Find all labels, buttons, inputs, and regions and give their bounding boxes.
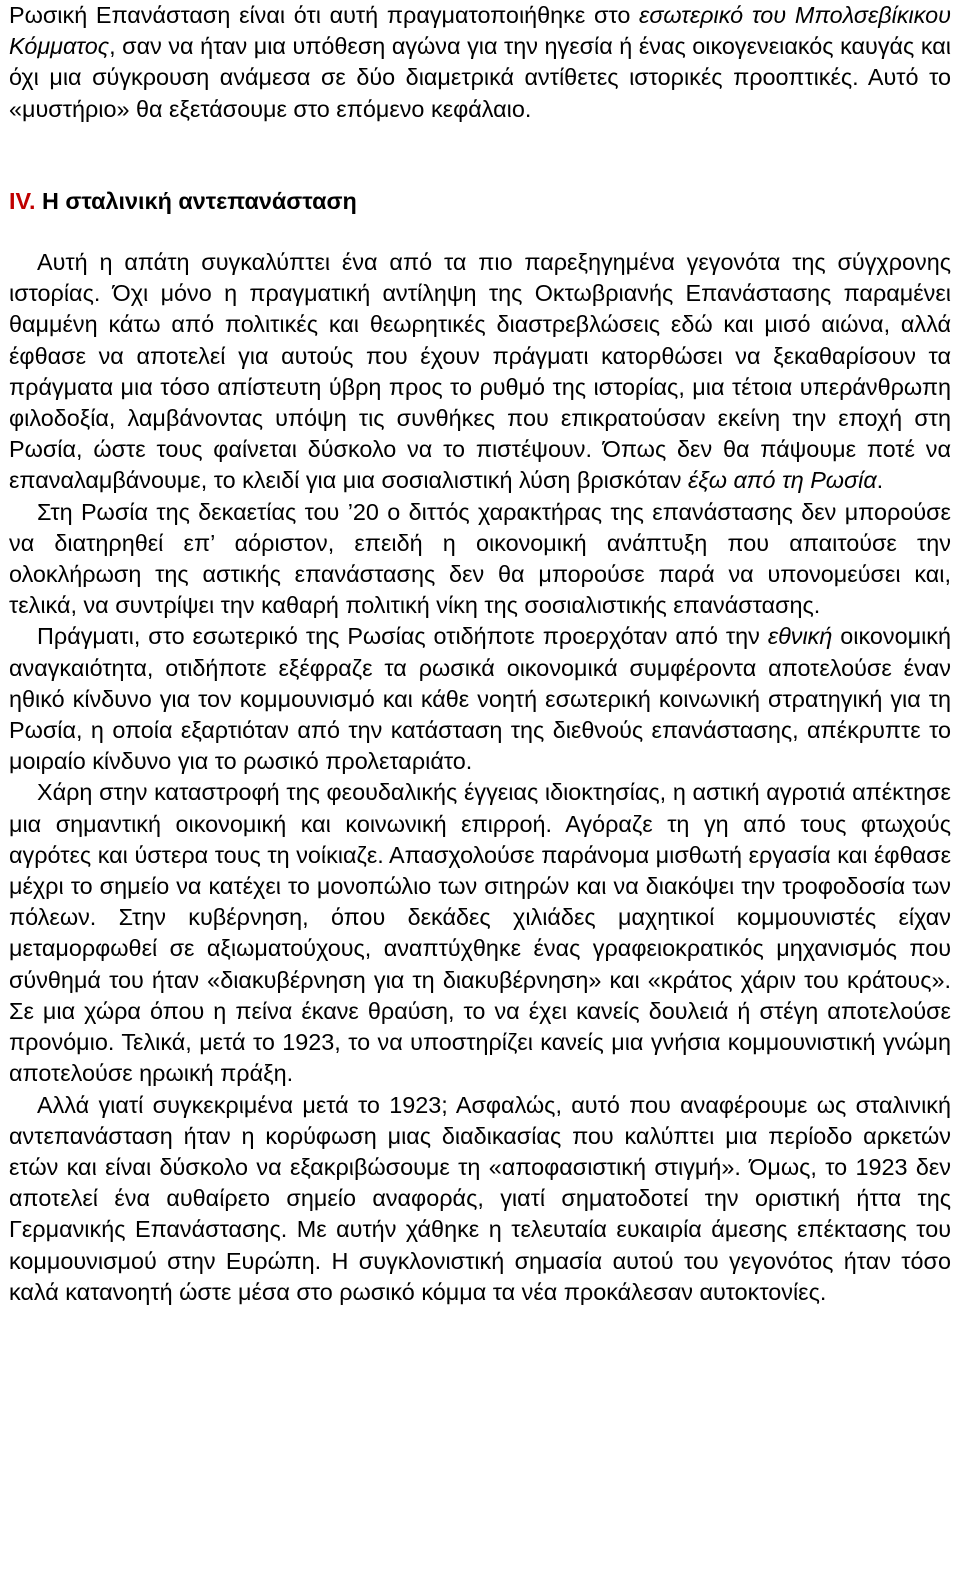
text-run: Αυτή η απάτη συγκαλύπτει ένα από τα πιο παρεξηγημένα γεγονότα της σύγχρονης ιστορίας. Όχι μόνο η πραγματική αντίληψη της Οκτωβριανής Επανάστασης παραμένει θαμμένη κάτω από πολιτικές και θεωρητικές διαστρεβλώσεις εδώ και μισό αιώνα, αλλά έφθασε να αποτελεί για αυτούς που έχουν πράγματι κατορθώσει να ξεκαθαρίσουν τα πράγματα μια τόσο απίστευτη ύβρη προς το ρυθμό της ιστορίας, μια τέτοια υπεράνθρωπη φιλοδοξία, λαμβάνοντας υπόψη τις συνθήκες που επικρατούσαν εκείνη την εποχή στη Ρωσία, ώστε τους φαίνεται δύσκολο να το πιστέψουν. Όπως δεν θα πάψουμε ποτέ να επαναλαμβάνουμε, το κλειδί για μια σοσιαλιστική λύση βρισκόταν (9, 249, 951, 494)
italic-text-run: εθνική (767, 623, 833, 650)
section-heading (9, 186, 951, 217)
text-run: Ρωσική Επανάσταση είναι ότι αυτή πραγματοποιήθηκε στο (9, 2, 640, 28)
paragraph (9, 621, 951, 777)
section-body (9, 247, 951, 1308)
intro-section (9, 0, 951, 125)
text-run: Αλλά γιατί συγκεκριμένα μετά το 1923; Ασφαλώς, αυτό που αναφέρουμε ως σταλινική αντεπανάσταση ήταν η κορύφωση μιας διαδικασίας που καλύπτει μια περίοδο αρκετών ετών και είναι δύσκολο να εξακριβώσουμε τη «αποφασιστική στιγμή». Όμως, το 1923 δεν αποτελεί ένα αυθαίρετο σημείο αναφοράς, γιατί σηματοδοτεί την οριστική ήττα της Γερμανικής Επανάστασης. Με αυτήν χάθηκε η τελευταία ευκαιρία άμεσης επέκτασης του κομμουνισμού στην Ευρώπη. Η συγκλονιστική σημασία αυτού του γεγονότος ήταν τόσο καλά κατανοητή ώστε μέσα στο ρωσικό κόμμα τα νέα προκάλεσαν αυτοκτονίες. (9, 1091, 951, 1305)
text-run: οικονομική αναγκαιότητα, οτιδήποτε εξέφραζε τα ρωσικά οικονομικά συμφέροντα αποτελούσε έναν ηθικό κίνδυνο για τον κομμουνισμό και κάθε νοητή εσωτερική κοινωνική στρατηγική για τη Ρωσία, η οποία εξαρτιόταν από την κατάσταση της διεθνούς επανάστασης, απέκρυπτε το μοιραίο κίνδυνο για το ρωσικό προλεταριάτο. (9, 623, 951, 775)
paragraph (9, 1090, 951, 1308)
italic-text-run: εσωτερικό του Μπολσεβίκικου Κόμματος (9, 2, 951, 60)
italic-text-run: έξω από τη Ρωσία (688, 467, 877, 494)
section-title: Η σταλινική αντεπανάσταση (41, 187, 357, 214)
paragraph (9, 247, 951, 497)
text-run: Πράγματι, στο εσωτερικό της Ρωσίας οτιδήποτε προερχόταν από την (37, 623, 768, 650)
text-run: Χάρη στην καταστροφή της φεουδαλικής έγγειας ιδιοκτησίας, η αστική αγροτιά απέκτησε μια σημαντική οικονομική και κοινωνική επιρροή. Αγόραζε τη γη από τους φτωχούς αγρότες και ύστερα τους τη νοίκιαζε. Απασχολούσε παράνομα μισθωτή εργασία και έφθασε μέχρι το σημείο να κατέχει το μονοπώλιο των σιτηρών και να διακόψει την τροφοδοσία των πόλεων. Στην κυβέρνηση, όπου δεκάδες χιλιάδες μαχητικοί κομμουνιστές είχαν μεταμορφωθεί σε αξιωματούχους, αναπτύχθηκε ένας γραφειοκρατικός μηχανισμός που σύνθημά του ήταν «διακυβέρνηση για τη διακυβέρνηση» και «κράτος χάριν του κράτους». Σε μια χώρα όπου η πείνα έκανε θραύση, το να έχει κανείς δουλειά ή στέγη αποτελούσε προνόμιο. Τελικά, μετά το 1923, το να υποστηρίζει κανείς μια γνήσια κομμουνιστική γνώμη αποτελούσε ηρωική πράξη. (9, 779, 951, 1087)
paragraph (9, 497, 951, 622)
paragraph (9, 777, 951, 1089)
text-run: Στη Ρωσία της δεκαετίας του ’20 ο διττός χαρακτήρας της επανάστασης δεν μπορούσε να διατηρηθεί επ’ αόριστον, επειδή η οικονομική ανάπτυξη που απαιτούσε την ολοκλήρωση της αστικής επανάστασης δεν θα μπορούσε παρά να υπονομεύσει και, τελικά, να συντρίψει την καθαρή πολιτική νίκη της σοσιαλιστικής επανάστασης. (9, 498, 951, 619)
section-number: IV. (9, 187, 36, 214)
paragraph (9, 0, 951, 125)
text-run: , σαν να ήταν μια υπόθεση αγώνα για την ηγεσία ή ένας οικογενειακός καυγάς και όχι μια σύγκρουση ανάμεσα σε δύο διαμετρικά αντίθετες ιστορικές προοπτικές. Αυτό το «μυστήριο» θα εξετάσουμε στο επόμενο κεφάλαιο. (9, 33, 951, 122)
text-run: . (876, 467, 884, 494)
